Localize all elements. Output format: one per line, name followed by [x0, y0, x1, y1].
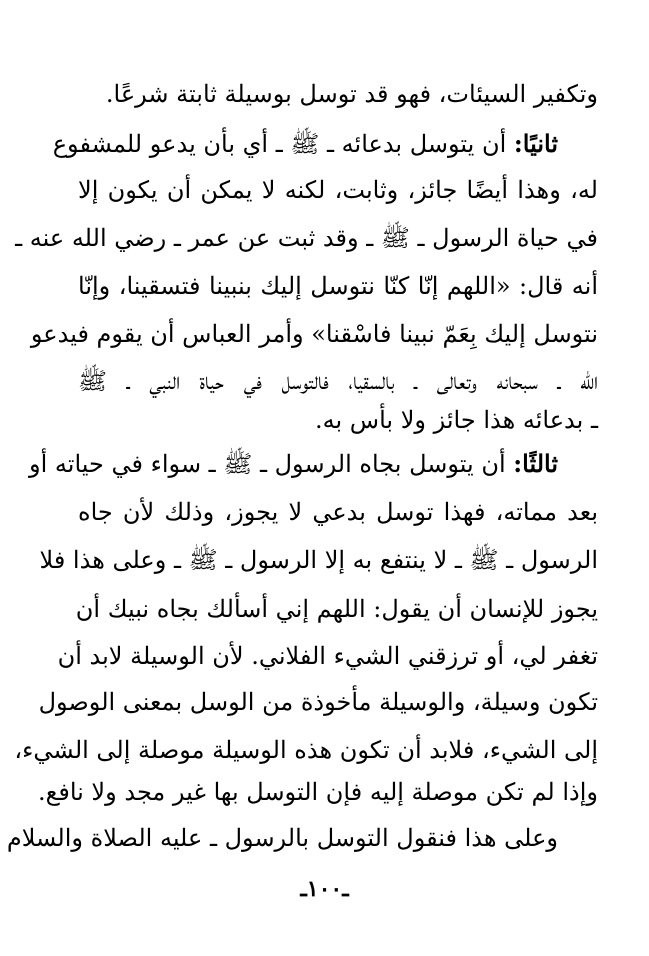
text-line-16: [37, 774, 598, 810]
line-text: تكون وسيلة، والوسيلة مأخوذة من الوسل بمعنى الوصول: [38, 688, 598, 716]
section-lead: ثانيًا:: [513, 129, 558, 158]
page-number: ـ١٠٠ـ: [300, 876, 349, 902]
line-text: إلى الشيء، فلابد أن تكون هذه الوسيلة موصلة إلى الشيء،: [14, 736, 598, 764]
text-line-13: [57, 638, 598, 674]
text-line-3: [78, 172, 598, 208]
line-text: وتكفير السيئات، فهو قد توسل بوسيلة ثابتة شرعًا.: [105, 80, 598, 108]
line-text: أن يتوسل بدعائه ـ ﷺ ـ أي بأن يدعو للمشفوع: [52, 130, 507, 158]
line-text: له، وهذا أيضًا جائز، وثابت، لكنه لا يمكن أن يكون إلا: [78, 176, 598, 204]
text-line-15: [14, 732, 598, 768]
line-text: وإذا لم تكن موصلة إليه فإن التوسل بها غير مجد ولا نافع.: [37, 778, 598, 806]
line-text: نتوسل إليك بِعَمّ نبينا فاسْقنا» وأمر العباس أن يقوم فيدعو: [30, 320, 598, 348]
line-text: بعد مماته، فهذا توسل بدعي لا يجوز، وذلك لأن جاه: [78, 498, 598, 526]
text-line-7: [78, 363, 598, 399]
line-text: في حياة الرسول ـ ﷺ ـ وقد ثبت عن عمر ـ رضي الله عنه ـ: [15, 224, 598, 252]
text-line-14: [38, 684, 598, 720]
text-line-6: [30, 316, 598, 352]
text-line-4: [15, 220, 598, 256]
line-text: وعلى هذا فنقول التوسل بالرسول ـ عليه الصلاة والسلام: [6, 824, 558, 852]
section-lead: ثالثًا:: [513, 449, 558, 478]
text-line-1: [78, 76, 598, 112]
line-text: تغفر لي، أو ترزقني الشيء الفلاني. لأن الوسيلة لابد أن: [57, 642, 598, 670]
text-line-17: [6, 820, 558, 856]
text-line-2: [52, 126, 558, 162]
line-text: أنه قال: «اللهم إنّا كنّا نتوسل إليك بنبينا فتسقينا، وإنّا: [78, 272, 598, 300]
line-text: أن يتوسل بجاه الرسول ـ ﷺ ـ سواء في حياته أو: [29, 450, 506, 478]
line-text: الرسول ـ ﷺ ـ لا ينتفع به إلا الرسول ـ ﷺ ـ وعلى هذا فلا: [39, 546, 598, 574]
text-line-5: [78, 268, 598, 304]
text-line-10: [78, 494, 598, 530]
text-line-12: [75, 591, 598, 627]
text-line-11: [39, 542, 598, 578]
text-line-8: [78, 402, 598, 438]
line-text: ـ بدعائه هذا جائز ولا بأس به.: [315, 406, 598, 434]
line-text: الله ـ سبحانه وتعالى ـ بالسقيا، فالتوسل في حياة النبي ـ ﷺ: [78, 367, 598, 395]
text-line-9: [29, 446, 558, 482]
line-text: يجوز للإنسان أن يقول: اللهم إني أسألك بجاه نبيك أن: [75, 595, 598, 623]
